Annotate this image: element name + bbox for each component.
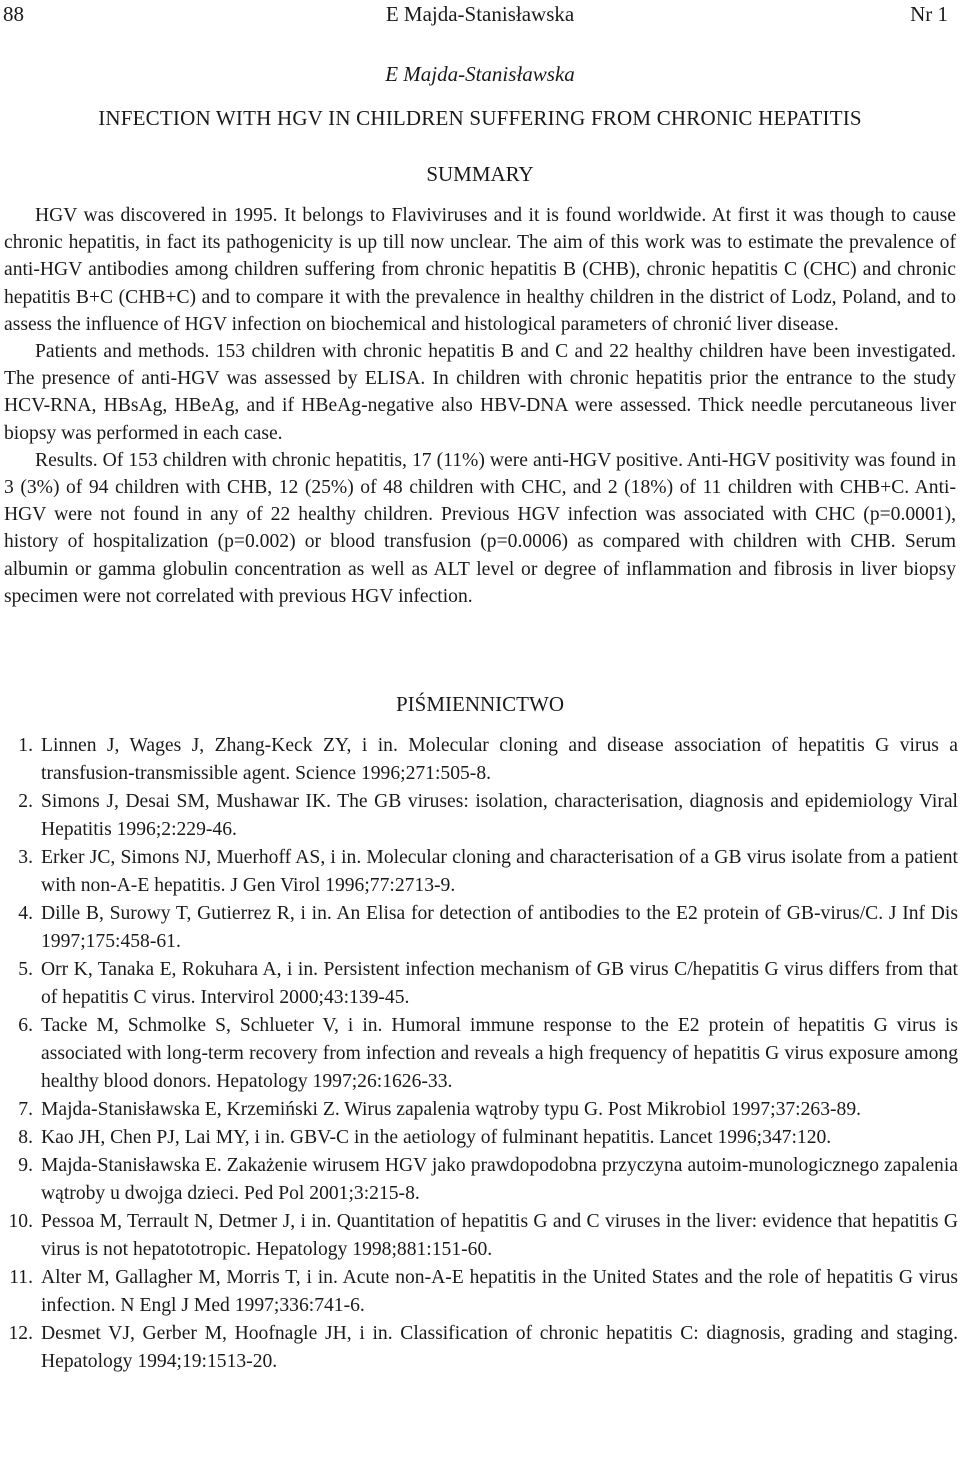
summary-section xyxy=(4,202,956,610)
reference-item xyxy=(0,1096,958,1124)
reference-item xyxy=(0,900,958,956)
reference-text: Simons J, Desai SM, Mushawar IK. The GB viruses: isolation, characterisation, diagnosis and epidemiology Viral Hepatitis 1996;2:229-46. xyxy=(41,791,958,840)
reference-text: Pessoa M, Terrault N, Detmer J, i in. Quantitation of hepatitis G and C viruses in the liver: evidence that hepatitis G virus is not hepatototropic. Hepatology 1998;881:151-60. xyxy=(41,1211,958,1260)
reference-number: 9. xyxy=(18,1155,33,1176)
summary-paragraph-results: Results. Of 153 children with chronic hepatitis, 17 (11%) were anti-HGV positive. Anti-HGV positivity was found in 3 (3%) of 94 children with CHB, 12 (25%) of 48 children with CHC, and 2 (18%) of 11 children with CHB+C. Anti-HGV were not found in any of 22 healthy children. Previous HGV infection was associated with CHC (p=0.0001), history of hospitalization (p=0.002) or blood transfusion (p=0.0006) as compared with children with CHB. Serum albumin or gamma globulin concentration as well as ALT level or degree of inflammation and fibrosis in liver biopsy specimen were not correlated with previous HGV infection. xyxy=(4,449,956,607)
reference-number: 10. xyxy=(8,1211,33,1232)
reference-text: Desmet VJ, Gerber M, Hoofnagle JH, i in. Classification of chronic hepatitis C: diagnosis, grading and staging. Hepatology 1994;19:1513-20. xyxy=(41,1323,958,1372)
article-title: INFECTION WITH HGV IN CHILDREN SUFFERING FROM CHRONIC HEPATITIS xyxy=(98,106,862,130)
reference-text: Linnen J, Wages J, Zhang-Keck ZY, i in. Molecular cloning and disease association of hepatitis G virus a transfusion-transmissible agent. Science 1996;271:505-8. xyxy=(41,735,958,784)
running-title: E Majda-Stanisławska xyxy=(385,2,575,26)
reference-item xyxy=(0,1012,958,1096)
article-author: E Majda-Stanisławska xyxy=(385,62,575,86)
reference-item xyxy=(0,788,958,844)
reference-item xyxy=(0,1320,958,1376)
reference-item xyxy=(0,1152,958,1208)
reference-text: Alter M, Gallagher M, Morris T, i in. Acute non-A-E hepatitis in the United States and the role of hepatitis G virus infection. N Engl J Med 1997;336:741-6. xyxy=(41,1267,958,1316)
summary-heading: SUMMARY xyxy=(426,162,534,186)
reference-item xyxy=(0,1208,958,1264)
reference-number: 4. xyxy=(18,903,33,924)
reference-number: 7. xyxy=(18,1099,33,1120)
reference-number: 1. xyxy=(18,735,33,756)
reference-item xyxy=(0,844,958,900)
summary-paragraph-methods: Patients and methods. 153 children with chronic hepatitis B and C and 22 healthy children have been investigated. The presence of anti-HGV was assessed by ELISA. In children with chronic hepatitis prior the entrance to the study HCV-RNA, HBsAg, HBeAg, and if HBeAg-negative also HBV-DNA were assessed. Thick needle percutaneous liver biopsy was performed in each case. xyxy=(4,341,956,444)
reference-number: 12. xyxy=(8,1323,33,1344)
reference-item xyxy=(0,956,958,1012)
reference-list xyxy=(0,732,958,1376)
reference-item xyxy=(0,732,958,788)
reference-number: 8. xyxy=(18,1127,33,1148)
reference-number: 3. xyxy=(18,847,33,868)
reference-text: Majda-Stanisławska E. Zakażenie wirusem HGV jako prawdopodobna przyczyna autoim-munologicznego zapalenia wątroby u dwojga dzieci. Ped Pol 2001;3:215-8. xyxy=(41,1155,958,1204)
summary-paragraph-intro: HGV was discovered in 1995. It belongs to Flaviviruses and it is found worldwide. At first it was though to cause chronic hepatitis, in fact its pathogenicity is up till now unclear. The aim of this work was to estimate the prevalence of anti-HGV antibodies among children suffering from chronic hepatitis B (CHB), chronic hepatitis C (CHC) and chronic hepatitis B+C (CHB+C) and to compare it with the prevalence in healthy children in the district of Lodz, Poland, and to assess the influence of HGV infection on biochemical and histological parameters of chronić liver disease. xyxy=(4,205,956,335)
reference-text: Kao JH, Chen PJ, Lai MY, i in. GBV-C in the aetiology of fulminant hepatitis. Lancet 1996;347:120. xyxy=(41,1127,832,1148)
issue-number: Nr 1 xyxy=(910,2,948,26)
reference-item xyxy=(0,1264,958,1320)
reference-number: 11. xyxy=(9,1267,33,1288)
reference-text: Tacke M, Schmolke S, Schlueter V, i in. Humoral immune response to the E2 protein of hepatitis G virus is associated with long-term recovery from infection and reveals a high frequency of hepatitis G virus exposure among healthy blood donors. Hepatology 1997;26:1626-33. xyxy=(41,1015,958,1092)
reference-text: Orr K, Tanaka E, Rokuhara A, i in. Persistent infection mechanism of GB virus C/hepatitis G virus differs from that of hepatitis C virus. Intervirol 2000;43:139-45. xyxy=(41,959,958,1008)
page-number: 88 xyxy=(3,2,24,26)
references-heading: PIŚMIENNICTWO xyxy=(396,692,564,716)
reference-number: 6. xyxy=(18,1015,33,1036)
reference-number: 2. xyxy=(18,791,33,812)
reference-text: Dille B, Surowy T, Gutierrez R, i in. An Elisa for detection of antibodies to the E2 protein of GB-virus/C. J Inf Dis 1997;175:458-61. xyxy=(41,903,958,952)
reference-text: Erker JC, Simons NJ, Muerhoff AS, i in. Molecular cloning and characterisation of a GB virus isolate from a patient with non-A-E hepatitis. J Gen Virol 1996;77:2713-9. xyxy=(41,847,958,896)
reference-text: Majda-Stanisławska E, Krzemiński Z. Wirus zapalenia wątroby typu G. Post Mikrobiol 1997;37:263-89. xyxy=(41,1099,862,1120)
reference-number: 5. xyxy=(18,959,33,980)
page-header xyxy=(0,2,960,28)
reference-item xyxy=(0,1124,958,1152)
